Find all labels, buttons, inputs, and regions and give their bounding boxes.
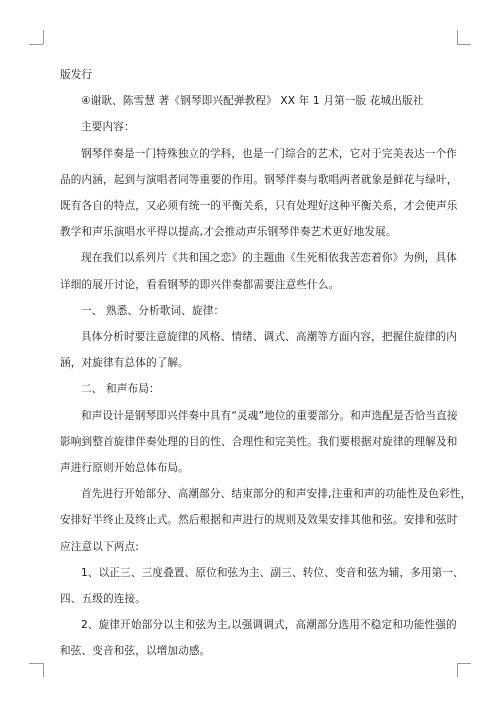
text-line: 主要内容：: [81, 121, 135, 134]
text-line: 2、旋律开始部分以主和弦为主,以强调调式，高潮部分选用不稳定和功能性强的: [81, 619, 457, 632]
corner-mark-top-left-v: [43, 30, 44, 44]
text-line: 首先进行开始部分、高潮部分、结束部分的和声安排,注重和声的功能性及色彩性，: [81, 488, 472, 501]
text-line: 现在我们以系列片《共和国之恋》的主题曲《生死相依我苦恋着你》为例，具体: [81, 252, 458, 265]
text-line: 既有各自的特点，又必须有统一的平衡关系，只有处理好这种平衡关系，才会使声乐: [60, 200, 458, 213]
corner-mark-bottom-right-h: [457, 663, 471, 664]
text-line: 教学和声乐演唱水平得以提高,才会推动声乐钢琴伴奏艺术更好地发展。: [60, 226, 397, 239]
text-line: 版发行: [60, 69, 93, 81]
text-line: 和弦、变音和弦，以增加动感。: [60, 645, 211, 658]
corner-mark-bottom-left-v: [43, 663, 44, 677]
text-line: 二、 和声布局：: [81, 383, 160, 396]
text-line: 四、五级的连接。: [60, 593, 146, 606]
corner-mark-top-left-h: [29, 44, 43, 45]
text-line: 安排好半终止及终止式。然后根据和声进行的规则及效果安排其他和弦。安排和弦时: [60, 514, 458, 527]
text-line: 涵，对旋律有总体的了解。: [60, 357, 189, 370]
text-line: ④谢耿、陈雪慧 著《钢琴即兴配弹教程》 XX 年 1 月第一版 花城出版社: [81, 95, 424, 108]
text-line: 一、 熟悉、分析歌词、旋律：: [81, 304, 225, 317]
text-line: 钢琴伴奏是一门特殊独立的学科，也是一门综合的艺术，它对于完美表达一个作: [81, 147, 458, 160]
text-line: 具体分析时要注意旋律的风格、情绪、调式、高潮等方面内容，把握住旋律的内: [81, 331, 458, 344]
document-body: [60, 62, 472, 665]
text-line: 详细的展开讨论，看看钢琴的即兴伴奏都需要注意些什么。: [60, 278, 340, 291]
corner-mark-bottom-left-h: [29, 663, 43, 664]
corner-mark-top-right-v: [457, 30, 458, 44]
text-line: 影响到整首旋律伴奏处理的目的性、合理性和完美性。我们要根据对旋律的理解及和: [60, 435, 458, 448]
text-line: 1、以正三、三度叠置、原位和弦为主、副三、转位、变音和弦为辅，多用第一、: [81, 566, 464, 579]
text-line: 品的内涵，起到与演唱者同等重要的作用。钢琴伴奏与歌唱两者就象是鲜花与绿叶，: [60, 173, 458, 186]
text-line: 和声设计是钢琴即兴伴奏中具有“灵魂”地位的重要部分。和声选配是否恰当直接: [81, 409, 458, 422]
corner-mark-top-right-h: [457, 44, 471, 45]
text-line: 声进行原则开始总体布局。: [60, 462, 189, 475]
corner-mark-bottom-right-v: [457, 663, 458, 677]
text-line: 应注意以下两点:: [60, 540, 139, 553]
